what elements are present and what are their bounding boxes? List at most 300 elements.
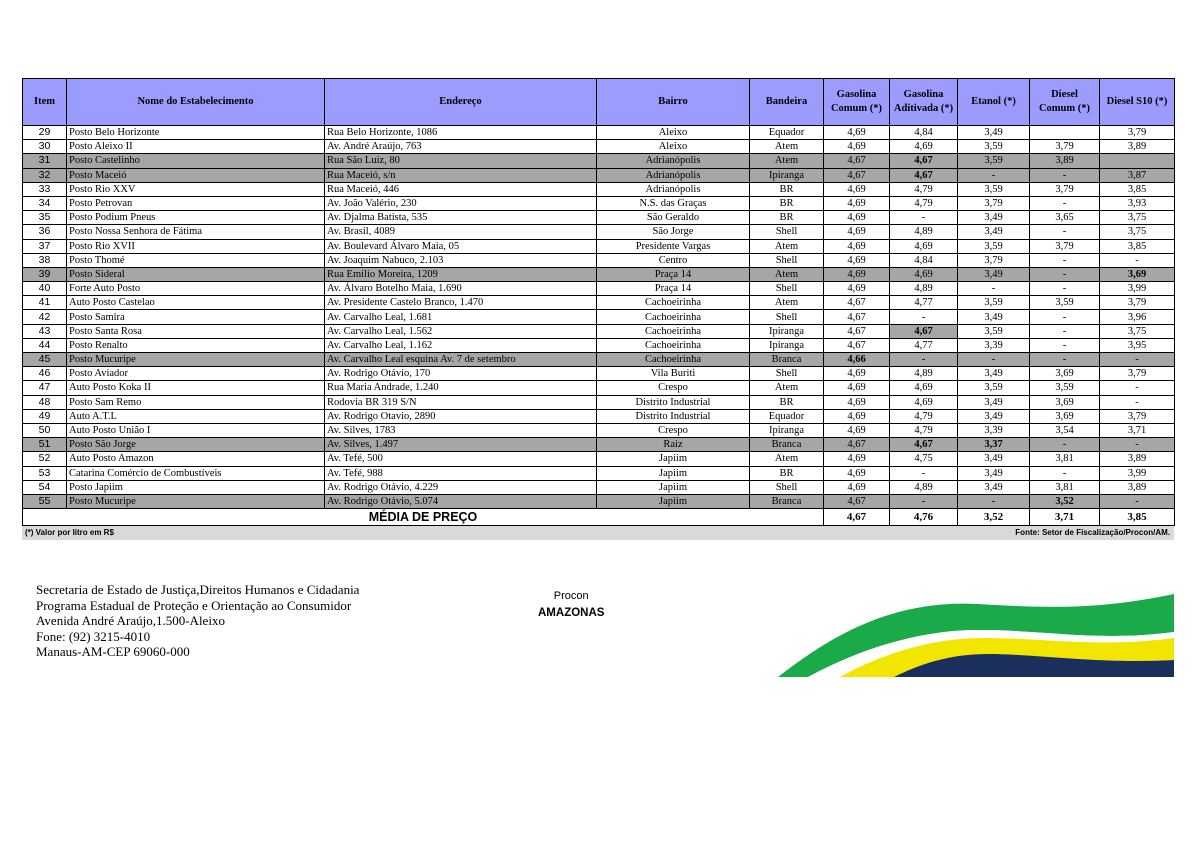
cell-gas-common: 4,69: [824, 367, 890, 381]
cell-gas-additive: 4,89: [890, 225, 958, 239]
cell-gas-additive: 4,84: [890, 253, 958, 267]
procon-line1: Procon: [553, 590, 589, 602]
cell-district: Praça 14: [597, 282, 750, 296]
cell-address: Av. Tefé, 500: [325, 452, 597, 466]
cell-ethanol: 3,49: [958, 225, 1030, 239]
cell-name: Posto Thomé: [67, 253, 325, 267]
cell-name: Posto Belo Horizonte: [67, 126, 325, 140]
cell-name: Posto São Jorge: [67, 438, 325, 452]
cell-gas-common: 4,69: [824, 126, 890, 140]
cell-gas-common: 4,69: [824, 182, 890, 196]
cell-gas-common: 4,69: [824, 409, 890, 423]
table-row: [23, 494, 1175, 508]
cell-ethanol: 3,49: [958, 310, 1030, 324]
cell-district: São Jorge: [597, 225, 750, 239]
cell-gas-common: 4,69: [824, 466, 890, 480]
cell-brand: Atem: [750, 452, 824, 466]
cell-diesel-s10: -: [1100, 395, 1175, 409]
cell-brand: Atem: [750, 154, 824, 168]
cell-gas-common: 4,69: [824, 239, 890, 253]
amazonas-wave-logo: [778, 590, 1174, 680]
cell-gas-common: 4,67: [824, 296, 890, 310]
cell-diesel-s10: 3,96: [1100, 310, 1175, 324]
cell-gas-additive: -: [890, 353, 958, 367]
cell-gas-additive: 4,77: [890, 296, 958, 310]
cell-gas-common: 4,67: [824, 310, 890, 324]
cell-brand: Atem: [750, 296, 824, 310]
cell-name: Catarina Comércio de Combustíveis: [67, 466, 325, 480]
cell-item: 51: [23, 438, 67, 452]
cell-name: Posto Japiim: [67, 480, 325, 494]
cell-item: 32: [23, 168, 67, 182]
source-note: Fonte: Setor de Fiscalização/Procon/AM.: [1015, 528, 1170, 537]
cell-ethanol: 3,49: [958, 466, 1030, 480]
cell-address: Av. Carvalho Leal esquina Av. 7 de setembro: [325, 353, 597, 367]
table-row: [23, 253, 1175, 267]
cell-address: Av. Silves, 1.497: [325, 438, 597, 452]
cell-ethanol: 3,49: [958, 480, 1030, 494]
cell-diesel-s10: 3,71: [1100, 423, 1175, 437]
col-header-item: Item: [23, 79, 67, 126]
address-line: Avenida André Araújo,1.500-Aleixo: [36, 613, 225, 629]
cell-address: Rua Maceió, 446: [325, 182, 597, 196]
cell-district: Distrito Industrial: [597, 409, 750, 423]
cell-brand: BR: [750, 196, 824, 210]
cell-address: Av. Rodrigo Otávio, 5.074: [325, 494, 597, 508]
average-ethanol: 3,52: [958, 509, 1030, 526]
cell-district: Vila Buriti: [597, 367, 750, 381]
cell-item: 39: [23, 267, 67, 281]
cell-gas-additive: 4,89: [890, 480, 958, 494]
cell-name: Posto Podium Pneus: [67, 211, 325, 225]
cell-diesel: 3,79: [1030, 239, 1100, 253]
cell-item: 37: [23, 239, 67, 253]
cell-gas-common: 4,69: [824, 211, 890, 225]
cell-brand: Atem: [750, 239, 824, 253]
cell-ethanol: -: [958, 282, 1030, 296]
address-line: Programa Estadual de Proteção e Orientação ao Consumidor: [36, 597, 352, 613]
cell-diesel: 3,79: [1030, 140, 1100, 154]
cell-ethanol: 3,59: [958, 140, 1030, 154]
cell-diesel-s10: 3,99: [1100, 282, 1175, 296]
cell-diesel: -: [1030, 353, 1100, 367]
cell-address: Rua Maria Andrade, 1.240: [325, 381, 597, 395]
cell-item: 50: [23, 423, 67, 437]
cell-diesel: -: [1030, 225, 1100, 239]
price-sheet: [22, 78, 1174, 526]
cell-brand: Shell: [750, 480, 824, 494]
cell-district: Cachoeirinha: [597, 353, 750, 367]
table-row: [23, 239, 1175, 253]
cell-diesel: -: [1030, 282, 1100, 296]
table-row: [23, 353, 1175, 367]
cell-item: 48: [23, 395, 67, 409]
table-row: [23, 225, 1175, 239]
cell-ethanol: 3,59: [958, 154, 1030, 168]
cell-gas-common: 4,69: [824, 452, 890, 466]
cell-brand: Shell: [750, 310, 824, 324]
cell-diesel: -: [1030, 338, 1100, 352]
cell-diesel-s10: 3,79: [1100, 409, 1175, 423]
cell-name: Posto Maceió: [67, 168, 325, 182]
cell-diesel-s10: 3,95: [1100, 338, 1175, 352]
table-row: [23, 452, 1175, 466]
cell-diesel: 3,89: [1030, 154, 1100, 168]
cell-diesel-s10: 3,79: [1100, 296, 1175, 310]
cell-gas-common: 4,69: [824, 381, 890, 395]
cell-district: Cachoeirinha: [597, 338, 750, 352]
cell-item: 34: [23, 196, 67, 210]
cell-diesel: -: [1030, 267, 1100, 281]
table-row: [23, 168, 1175, 182]
cell-brand: Equador: [750, 409, 824, 423]
cell-ethanol: 3,79: [958, 253, 1030, 267]
cell-diesel-s10: 3,69: [1100, 267, 1175, 281]
cell-diesel: 3,69: [1030, 367, 1100, 381]
table-header-row: [23, 79, 1175, 126]
cell-name: Forte Auto Posto: [67, 282, 325, 296]
cell-diesel-s10: 3,79: [1100, 126, 1175, 140]
cell-gas-common: 4,67: [824, 438, 890, 452]
cell-district: Aleixo: [597, 126, 750, 140]
cell-diesel: -: [1030, 466, 1100, 480]
cell-diesel-s10: [1100, 154, 1175, 168]
cell-item: 42: [23, 310, 67, 324]
cell-address: Av. Álvaro Botelho Maia, 1.690: [325, 282, 597, 296]
cell-diesel-s10: -: [1100, 494, 1175, 508]
average-diesel: 3,71: [1030, 509, 1100, 526]
cell-gas-additive: 4,89: [890, 282, 958, 296]
cell-name: Auto Posto União I: [67, 423, 325, 437]
cell-brand: Shell: [750, 253, 824, 267]
cell-district: Cachoeirinha: [597, 310, 750, 324]
cell-ethanol: 3,49: [958, 409, 1030, 423]
cell-diesel: -: [1030, 168, 1100, 182]
cell-brand: Ipiranga: [750, 423, 824, 437]
cell-name: Posto Rio XVII: [67, 239, 325, 253]
cell-gas-additive: 4,79: [890, 196, 958, 210]
cell-ethanol: 3,49: [958, 267, 1030, 281]
cell-address: Av. Rodrigo Otavio, 2890: [325, 409, 597, 423]
cell-brand: Shell: [750, 225, 824, 239]
cell-item: 35: [23, 211, 67, 225]
cell-address: Av. André Araújo, 763: [325, 140, 597, 154]
cell-brand: Branca: [750, 353, 824, 367]
table-body: [23, 126, 1175, 509]
cell-diesel-s10: 3,75: [1100, 324, 1175, 338]
cell-ethanol: -: [958, 168, 1030, 182]
cell-diesel-s10: 3,89: [1100, 480, 1175, 494]
cell-ethanol: 3,59: [958, 381, 1030, 395]
cell-diesel: -: [1030, 438, 1100, 452]
cell-item: 45: [23, 353, 67, 367]
cell-gas-common: 4,69: [824, 267, 890, 281]
cell-gas-additive: 4,75: [890, 452, 958, 466]
cell-ethanol: 3,59: [958, 296, 1030, 310]
cell-ethanol: 3,49: [958, 452, 1030, 466]
cell-district: Praça 14: [597, 267, 750, 281]
cell-diesel-s10: 3,75: [1100, 211, 1175, 225]
cell-name: Posto Sam Remo: [67, 395, 325, 409]
cell-diesel: 3,54: [1030, 423, 1100, 437]
cell-gas-common: 4,69: [824, 196, 890, 210]
cell-address: Av. Joaquim Nabuco, 2.103: [325, 253, 597, 267]
cell-district: Distrito Industrial: [597, 395, 750, 409]
cell-gas-additive: 4,67: [890, 438, 958, 452]
cell-gas-common: 4,66: [824, 353, 890, 367]
cell-district: Raiz: [597, 438, 750, 452]
cell-item: 44: [23, 338, 67, 352]
address-line: Manaus-AM-CEP 69060-000: [36, 644, 190, 660]
cell-brand: Ipiranga: [750, 338, 824, 352]
cell-gas-additive: 4,69: [890, 140, 958, 154]
cell-item: 55: [23, 494, 67, 508]
table-row: [23, 310, 1175, 324]
cell-address: Av. João Valério, 230: [325, 196, 597, 210]
cell-brand: Atem: [750, 381, 824, 395]
cell-gas-additive: 4,79: [890, 182, 958, 196]
table-row: [23, 381, 1175, 395]
table-row: [23, 367, 1175, 381]
cell-gas-additive: 4,69: [890, 381, 958, 395]
cell-ethanol: 3,49: [958, 395, 1030, 409]
cell-brand: BR: [750, 395, 824, 409]
cell-address: Av. Carvalho Leal, 1.681: [325, 310, 597, 324]
table-row: [23, 324, 1175, 338]
col-header-gas-common: Gasolina Comum (*): [824, 79, 890, 126]
cell-name: Posto Aleixo II: [67, 140, 325, 154]
col-header-ethanol: Etanol (*): [958, 79, 1030, 126]
cell-gas-additive: 4,79: [890, 423, 958, 437]
cell-diesel-s10: -: [1100, 353, 1175, 367]
cell-brand: Shell: [750, 282, 824, 296]
cell-ethanol: 3,59: [958, 239, 1030, 253]
cell-name: Auto Posto Koka II: [67, 381, 325, 395]
cell-name: Posto Petrovan: [67, 196, 325, 210]
table-row: [23, 438, 1175, 452]
address-block: [36, 582, 359, 660]
procon-line2: AMAZONAS: [538, 607, 605, 619]
cell-diesel-s10: 3,79: [1100, 367, 1175, 381]
cell-ethanol: 3,59: [958, 324, 1030, 338]
address-line: Fone: (92) 3215-4010: [36, 628, 151, 644]
cell-name: Posto Aviador: [67, 367, 325, 381]
cell-address: Av. Tefé, 988: [325, 466, 597, 480]
cell-item: 43: [23, 324, 67, 338]
cell-ethanol: 3,59: [958, 182, 1030, 196]
cell-diesel: -: [1030, 310, 1100, 324]
table-row: [23, 423, 1175, 437]
fuel-price-table: [22, 78, 1175, 526]
cell-gas-additive: 4,67: [890, 154, 958, 168]
cell-brand: Branca: [750, 438, 824, 452]
cell-district: Japiim: [597, 452, 750, 466]
cell-item: 46: [23, 367, 67, 381]
cell-ethanol: 3,49: [958, 367, 1030, 381]
col-header-gas-additive: Gasolina Aditivada (*): [890, 79, 958, 126]
cell-diesel-s10: 3,89: [1100, 140, 1175, 154]
cell-district: Japiim: [597, 480, 750, 494]
table-row: [23, 282, 1175, 296]
cell-diesel-s10: 3,89: [1100, 452, 1175, 466]
cell-address: Av. Rodrigo Otávio, 4.229: [325, 480, 597, 494]
cell-item: 30: [23, 140, 67, 154]
cell-gas-additive: 4,69: [890, 267, 958, 281]
table-row: [23, 154, 1175, 168]
cell-gas-common: 4,67: [824, 154, 890, 168]
average-diesel-s10: 3,85: [1100, 509, 1175, 526]
cell-diesel: 3,81: [1030, 480, 1100, 494]
col-header-name: Nome do Estabelecimento: [67, 79, 325, 126]
cell-item: 47: [23, 381, 67, 395]
cell-gas-additive: 4,67: [890, 168, 958, 182]
cell-diesel-s10: -: [1100, 381, 1175, 395]
cell-district: Adrianópolis: [597, 168, 750, 182]
table-row: [23, 140, 1175, 154]
cell-diesel-s10: 3,87: [1100, 168, 1175, 182]
procon-label: [538, 588, 604, 622]
cell-diesel: 3,79: [1030, 182, 1100, 196]
col-header-diesel-s10: Diesel S10 (*): [1100, 79, 1175, 126]
cell-address: Av. Silves, 1783: [325, 423, 597, 437]
cell-gas-common: 4,69: [824, 282, 890, 296]
cell-diesel: 3,65: [1030, 211, 1100, 225]
cell-district: Crespo: [597, 381, 750, 395]
cell-gas-additive: 4,67: [890, 324, 958, 338]
cell-district: Cachoeirinha: [597, 324, 750, 338]
cell-district: Centro: [597, 253, 750, 267]
cell-item: 54: [23, 480, 67, 494]
cell-ethanol: 3,79: [958, 196, 1030, 210]
col-header-diesel: Diesel Comum (*): [1030, 79, 1100, 126]
cell-diesel: 3,59: [1030, 381, 1100, 395]
cell-name: Posto Sideral: [67, 267, 325, 281]
cell-gas-common: 4,69: [824, 423, 890, 437]
cell-item: 40: [23, 282, 67, 296]
cell-address: Av. Brasil, 4089: [325, 225, 597, 239]
cell-district: Japiim: [597, 466, 750, 480]
cell-address: Rua Emilio Moreira, 1209: [325, 267, 597, 281]
cell-item: 53: [23, 466, 67, 480]
cell-name: Posto Castelinho: [67, 154, 325, 168]
table-row: [23, 338, 1175, 352]
cell-name: Auto Posto Amazon: [67, 452, 325, 466]
cell-name: Auto Posto Castelao: [67, 296, 325, 310]
cell-gas-additive: 4,84: [890, 126, 958, 140]
cell-ethanol: 3,49: [958, 126, 1030, 140]
cell-gas-common: 4,69: [824, 480, 890, 494]
cell-diesel: [1030, 126, 1100, 140]
cell-gas-additive: 4,69: [890, 239, 958, 253]
cell-diesel-s10: 3,75: [1100, 225, 1175, 239]
cell-gas-common: 4,69: [824, 395, 890, 409]
cell-name: Posto Rio XXV: [67, 182, 325, 196]
cell-diesel: -: [1030, 324, 1100, 338]
cell-gas-additive: -: [890, 211, 958, 225]
average-gas-common: 4,67: [824, 509, 890, 526]
cell-item: 29: [23, 126, 67, 140]
table-row: [23, 196, 1175, 210]
cell-diesel: -: [1030, 196, 1100, 210]
cell-brand: Shell: [750, 367, 824, 381]
cell-item: 31: [23, 154, 67, 168]
cell-ethanol: 3,39: [958, 338, 1030, 352]
cell-name: Posto Samira: [67, 310, 325, 324]
unit-note: (*) Valor por litro em R$: [25, 528, 114, 537]
cell-name: Auto A.T.L: [67, 409, 325, 423]
col-header-address: Endereço: [325, 79, 597, 126]
cell-diesel: -: [1030, 253, 1100, 267]
cell-brand: Equador: [750, 126, 824, 140]
average-label: MÉDIA DE PREÇO: [23, 509, 824, 526]
cell-gas-additive: 4,89: [890, 367, 958, 381]
cell-brand: BR: [750, 466, 824, 480]
cell-gas-additive: 4,69: [890, 395, 958, 409]
cell-diesel-s10: -: [1100, 253, 1175, 267]
cell-brand: Ipiranga: [750, 168, 824, 182]
table-row: [23, 409, 1175, 423]
cell-gas-common: 4,69: [824, 140, 890, 154]
cell-district: Crespo: [597, 423, 750, 437]
cell-gas-common: 4,69: [824, 253, 890, 267]
cell-gas-common: 4,67: [824, 324, 890, 338]
cell-name: Posto Santa Rosa: [67, 324, 325, 338]
cell-district: Japiim: [597, 494, 750, 508]
cell-brand: Ipiranga: [750, 324, 824, 338]
cell-diesel-s10: -: [1100, 438, 1175, 452]
cell-gas-common: 4,69: [824, 225, 890, 239]
cell-district: Cachoeirinha: [597, 296, 750, 310]
table-row: [23, 466, 1175, 480]
cell-address: Rua Belo Horizonte, 1086: [325, 126, 597, 140]
cell-item: 36: [23, 225, 67, 239]
cell-district: Adrianópolis: [597, 182, 750, 196]
cell-item: 38: [23, 253, 67, 267]
cell-name: Posto Mucuripe: [67, 353, 325, 367]
cell-address: Av. Djalma Batista, 535: [325, 211, 597, 225]
cell-address: Av. Carvalho Leal, 1.562: [325, 324, 597, 338]
cell-diesel-s10: 3,85: [1100, 182, 1175, 196]
table-row: [23, 126, 1175, 140]
cell-address: Av. Carvalho Leal, 1.162: [325, 338, 597, 352]
average-row: [23, 509, 1175, 526]
cell-brand: BR: [750, 211, 824, 225]
cell-gas-additive: -: [890, 494, 958, 508]
cell-item: 49: [23, 409, 67, 423]
cell-district: Aleixo: [597, 140, 750, 154]
cell-diesel-s10: 3,85: [1100, 239, 1175, 253]
cell-district: Adrianópolis: [597, 154, 750, 168]
cell-address: Rua Maceió, s/n: [325, 168, 597, 182]
table-row: [23, 395, 1175, 409]
cell-ethanol: 3,49: [958, 211, 1030, 225]
cell-gas-common: 4,67: [824, 168, 890, 182]
cell-brand: BR: [750, 182, 824, 196]
cell-name: Posto Mucuripe: [67, 494, 325, 508]
cell-name: Posto Renalto: [67, 338, 325, 352]
cell-item: 52: [23, 452, 67, 466]
cell-address: Rodovia BR 319 S/N: [325, 395, 597, 409]
cell-address: Av. Presidente Castelo Branco, 1.470: [325, 296, 597, 310]
average-gas-additive: 4,76: [890, 509, 958, 526]
cell-diesel: 3,69: [1030, 395, 1100, 409]
cell-gas-common: 4,67: [824, 494, 890, 508]
cell-diesel: 3,52: [1030, 494, 1100, 508]
cell-brand: Atem: [750, 267, 824, 281]
table-row: [23, 267, 1175, 281]
cell-diesel: 3,81: [1030, 452, 1100, 466]
table-row: [23, 480, 1175, 494]
